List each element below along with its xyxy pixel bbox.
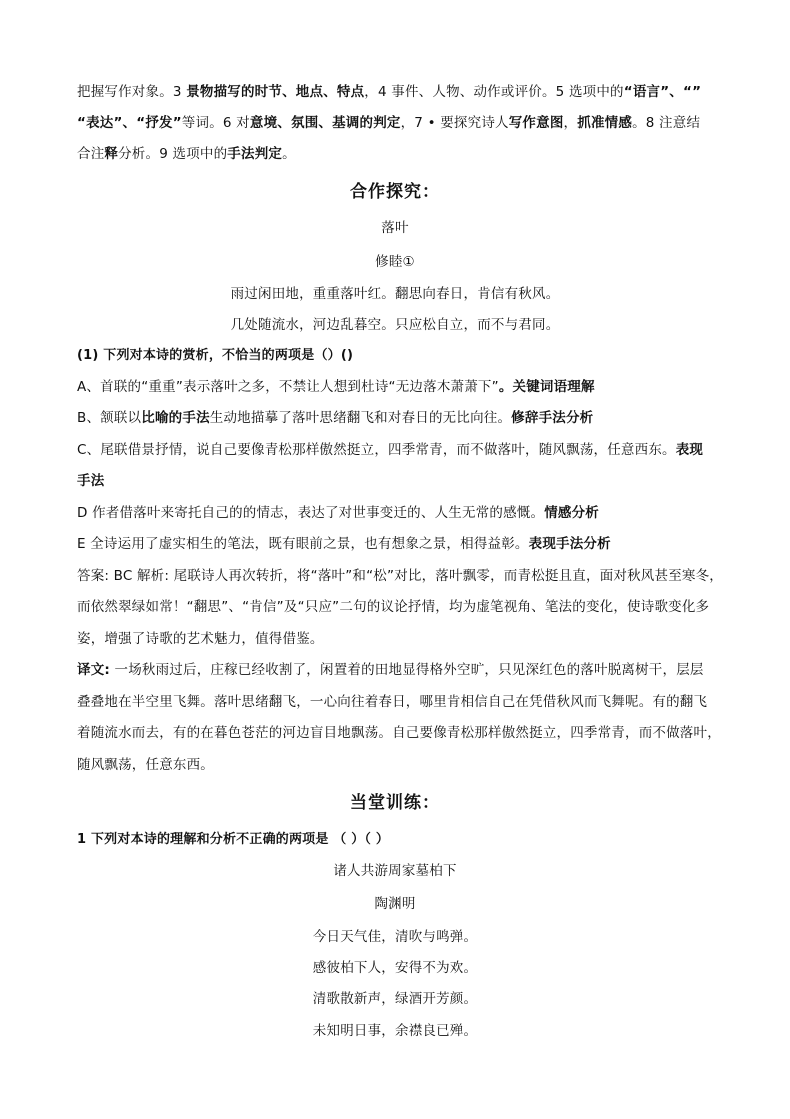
intro-emphasis: 景物描写的时节、地点、特点: [186, 84, 365, 100]
intro-emphasis: 手法判定: [227, 146, 283, 162]
option-text: E 全诗运用了虚实相生的笔法，既有眼前之景，也有想象之景，相得益彰。: [77, 536, 529, 552]
option-tag: 。关键词语理解: [498, 379, 595, 395]
poem-title: 诸人共游周家墓柏下: [333, 863, 457, 879]
intro-emphasis: “表达”、“抒发”: [77, 115, 182, 131]
intro-emphasis: 抓准情感: [577, 115, 633, 131]
intro-text: 把握写作对象。3: [77, 84, 187, 100]
intro-line-1: [77, 82, 717, 102]
intro-emphasis: 写作意图: [508, 115, 564, 131]
poem-author: 陶渊明: [374, 896, 416, 912]
translation-text: 一场秋雨过后，庄稼已经收割了，闲置着的田地显得格外空旷，只见深红色的落叶脱离树干，层层: [110, 662, 704, 678]
poem-line: 几处随流水，河边乱暮空。只应松自立，而不与君同。: [230, 317, 560, 333]
option-c-continued: 手法: [77, 473, 105, 489]
option-b: [77, 408, 717, 428]
intro-text: 分析。9 选项中的: [118, 146, 228, 162]
translation-label: 译文:: [77, 662, 110, 678]
intro-emphasis: “语言”、“”: [623, 84, 702, 100]
poem-title: 落叶: [381, 220, 409, 236]
option-text: C、尾联借景抒情，说自己要像青松那样傲然挺立，四季常青，而不做落叶，随风飘荡，任意西东。: [77, 442, 676, 458]
translation-line: 叠叠地在半空里飞舞。落叶思绪翻飞，一心向往着春日，哪里肯相信自己在凭借秋风而飞舞呢。有的翻飞: [77, 694, 708, 710]
option-text: A、首联的“重重”表示落叶之多，不禁让人想到杜诗“无边落木萧萧下”: [77, 379, 499, 395]
option-tag: 情感分析: [544, 505, 599, 521]
option-tag: 表现: [675, 442, 704, 458]
poem-line: 清歌散新声，绿酒开芳颜。: [312, 991, 478, 1007]
section-heading-cooperative: 合作探究：: [350, 182, 440, 202]
intro-text: 。: [282, 146, 296, 162]
intro-text: ，: [563, 115, 578, 131]
option-text: B、颔联以: [77, 410, 142, 426]
poem-line: 雨过闲田地，重重落叶红。翻思向春日，肯信有秋风。: [230, 286, 560, 302]
option-tag: 表现手法分析: [528, 536, 611, 552]
option-c: [77, 440, 717, 460]
answer-line: 而依然翠绿如常！“翻思”、“肯信”及“只应”二句的议论抒情，均为虚笔视角、笔法的变化，使诗歌变化多: [77, 599, 710, 615]
section-heading-practice: 当堂训练：: [350, 793, 440, 813]
option-e: [77, 534, 717, 554]
intro-text: 合注: [77, 146, 105, 162]
intro-line-2: [77, 113, 717, 133]
answer-line: 答案: BC 解析: 尾联诗人再次转折，将“落叶”和“松”对比，落叶飘零，而青松挺且直，面对秋风甚至寒冬，: [77, 568, 723, 584]
question-1: (1) 下列对本诗的赏析，不恰当的两项是（）(): [77, 348, 354, 363]
translation-line: 随风飘荡，任意东西。: [77, 757, 214, 773]
intro-text: 等词。6 对: [181, 115, 250, 131]
option-tag: 修辞手法分析: [511, 410, 594, 426]
poem-line: 感彼柏下人，安得不为欢。: [312, 960, 478, 976]
translation-line: [77, 660, 717, 680]
option-d: [77, 503, 717, 523]
intro-emphasis: 释: [104, 146, 119, 162]
option-text: 生动地描摹了落叶思绪翻飞和对春日的无比向往。: [209, 410, 512, 426]
poem-author: 修睦①: [375, 254, 415, 270]
intro-text: ，4 事件、人物、动作或评价。5 选项中的: [364, 84, 624, 100]
answer-line: 姿，增强了诗歌的艺术魅力，值得借鉴。: [77, 631, 324, 647]
option-a: [77, 377, 717, 397]
intro-emphasis: 意境、氛围、基调的判定: [249, 115, 401, 131]
intro-line-3: [77, 144, 717, 164]
poem-line: 未知明日事，余襟良已殚。: [312, 1023, 478, 1039]
practice-question-1: 1 下列对本诗的理解和分析不正确的两项是 （ ）（ ）: [77, 832, 390, 847]
option-text: D 作者借落叶来寄托自己的的情志，表达了对世事变迁的、人生无常的感慨。: [77, 505, 545, 521]
option-emphasis: 比喻的手法: [141, 410, 210, 426]
intro-text: 。8 注意结: [632, 115, 701, 131]
intro-text: ，7 • 要探究诗人: [400, 115, 509, 131]
poem-line: 今日天气佳，清吹与鸣弹。: [312, 929, 478, 945]
translation-line: 着随流水而去，有的在暮色苍茫的河边盲目地飘荡。自己要像青松那样傲然挺立，四季常青，而不做落叶，: [77, 725, 721, 741]
